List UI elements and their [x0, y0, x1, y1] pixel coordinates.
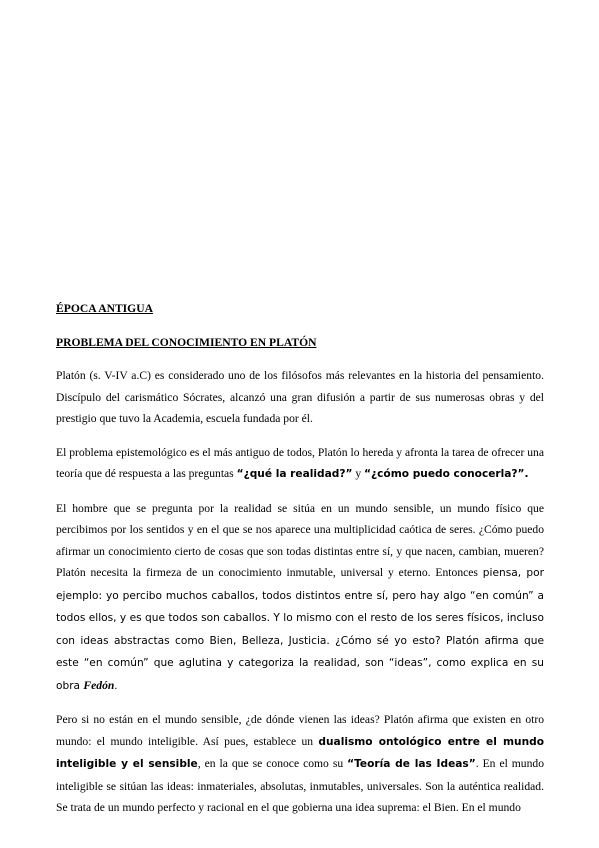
paragraph-problem-text: El problema epistemológico es el más antiguo de todos, Platón lo hereda y afronta la tarea de ofrecer una teoría que dé respuesta a las preguntas — [56, 445, 544, 480]
paragraph-intelligible-text2: , en la que se conoce como su — [197, 757, 348, 770]
document-body — [56, 298, 544, 831]
paragraph-intelligible-world — [56, 709, 544, 819]
paragraph-sensible-end: . — [114, 678, 118, 692]
question-reality: “¿qué la realidad?” — [236, 468, 353, 480]
paragraph-sensible-text: El hombre que se pregunta por la realidad se sitúa en un mundo sensible, un mundo físico que percibimos por los sentidos y en el que se nos aparece una multiplicidad caótica de seres. ¿Cómo puedo afirmar un conocimiento cierto de cosas que son todas distintas entre sí, y que nacen, cambian, mueren? Platón necesita la firmeza de un conocimiento inmutable, universal y eterno. Entonces — [56, 501, 544, 579]
paragraph-problem-connector: y — [352, 467, 365, 480]
subsection-heading: PROBLEMA DEL CONOCIMIENTO EN PLATÓN — [56, 335, 317, 349]
paragraph-intelligible-text: Pero si no están en el mundo sensible, ¿de dónde vienen las ideas? Platón afirma que existen en otro mundo: el mundo inteligible. Así pues, establece un — [56, 713, 544, 748]
dualism-term: dualismo ontológico entre el mundo inteligible y el sensible — [56, 735, 544, 770]
section-heading: ÉPOCA ANTIGUA — [56, 302, 153, 315]
question-knowledge: “¿cómo puedo conocerla?”. — [364, 468, 529, 480]
paragraph-sensible-example: piensa, por ejemplo: yo percibo muchos caballos, todos distintos entre sí, pero hay algo “en común” a todos ellos, y es que todos son caballos. Y lo mismo con el resto de los seres físicos, incluso con ideas abstractas como Bien, Belleza, Justicia. ¿Cómo sé yo esto? Platón afirma que este “en común” que aglutina y categoriza la realidad, son “ideas”, como explica en su obra — [56, 567, 544, 692]
paragraph-sensible-world — [56, 498, 544, 698]
paragraph-intro: Platón (s. V-IV a.C) es considerado uno de los filósofos más relevantes en la historia del pensamiento. Discípulo del carismático Sócrates, alcanzó una gran difusión a partir de sus numerosas obras y del prestigio que tuvo la Academia, escuela fundada por él. — [56, 369, 544, 425]
paragraph-problem — [56, 442, 544, 486]
work-title: Fedón — [83, 678, 115, 692]
paragraph-intelligible-text3: . En el mundo inteligible se sitúan las ideas: inmateriales, absolutas, inmutables, universales. Son la auténtica realidad. Se trata de un mundo perfecto y racional en el que gobierna una idea suprema: el Bien. En el mundo — [56, 757, 544, 814]
theory-of-ideas-term: “Teoría de las Ideas” — [347, 758, 476, 770]
